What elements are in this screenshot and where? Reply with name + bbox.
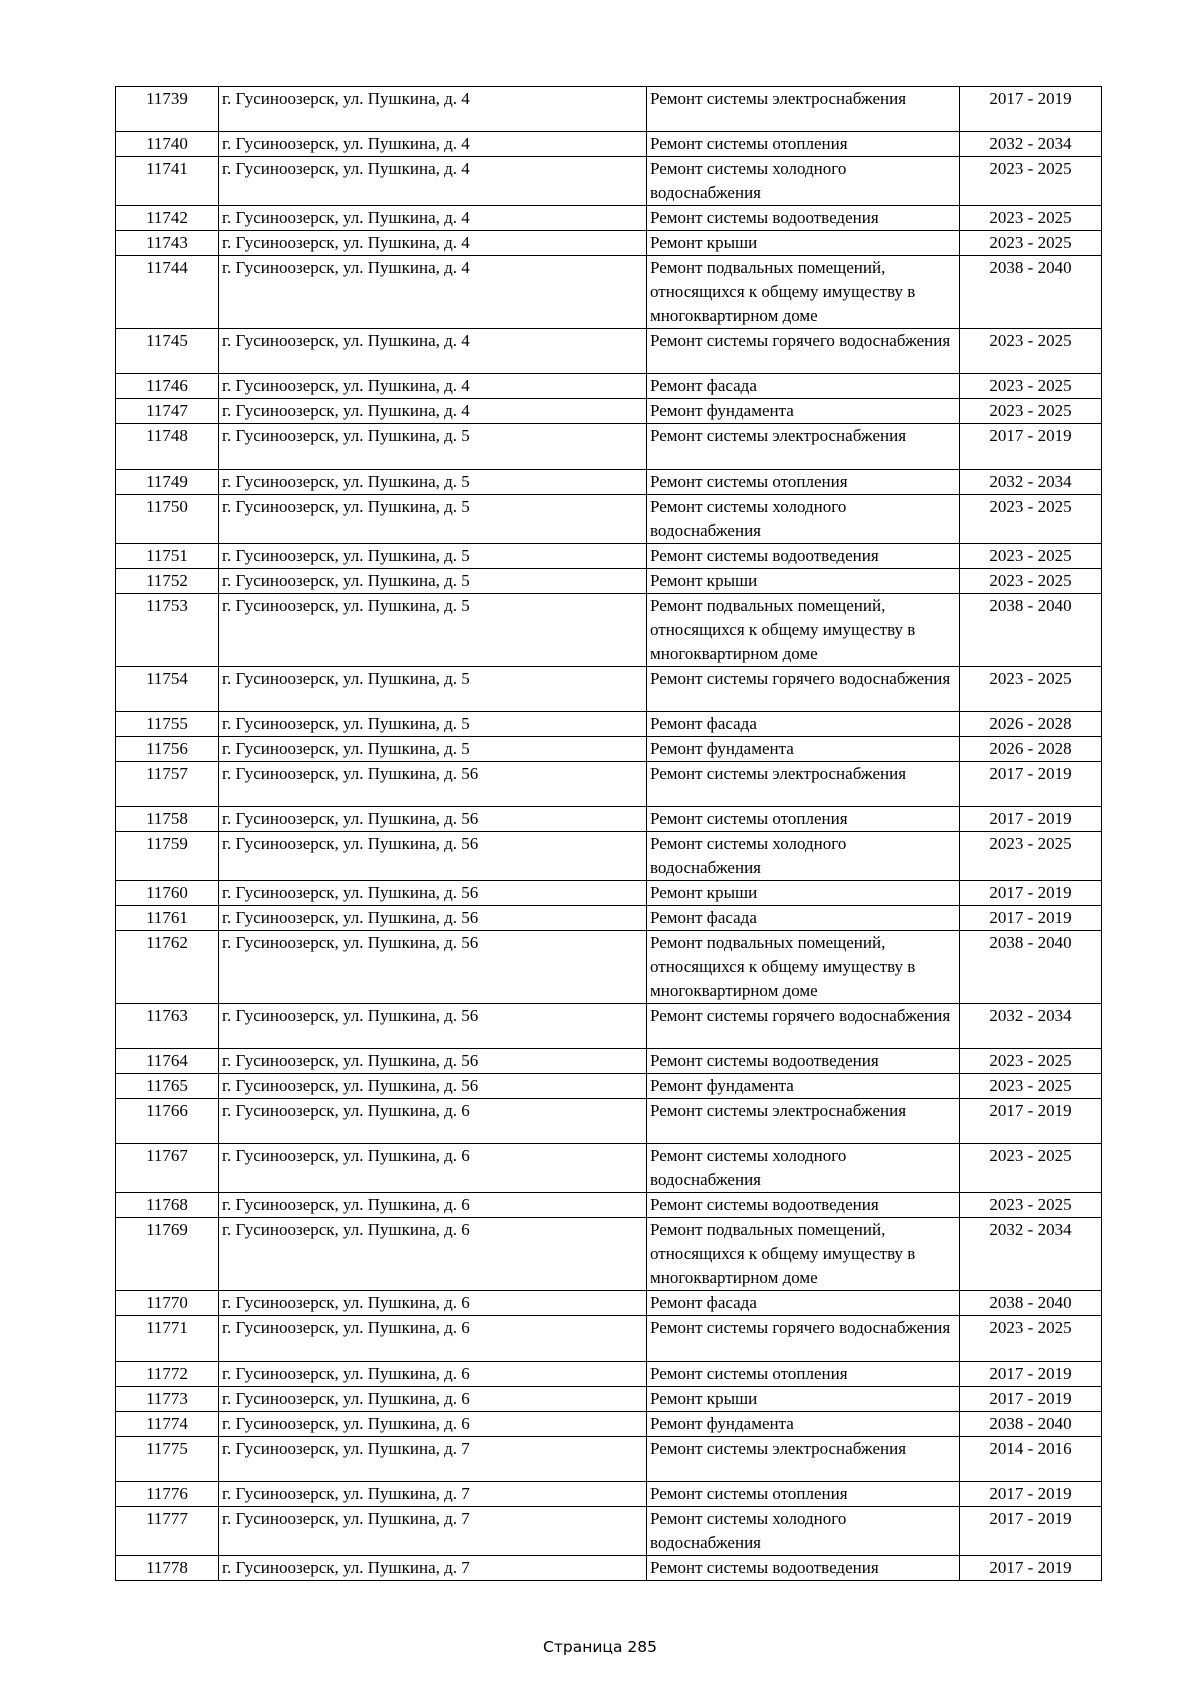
row-work-type: Ремонт фундамента — [647, 399, 960, 424]
row-period: 2023 - 2025 — [960, 1193, 1102, 1218]
row-period: 2026 - 2028 — [960, 711, 1102, 736]
table-row — [116, 231, 1102, 256]
row-address: г. Гусиноозерск, ул. Пушкина, д. 7 — [219, 1436, 647, 1481]
row-address: г. Гусиноозерск, ул. Пушкина, д. 6 — [219, 1316, 647, 1361]
row-work-type: Ремонт системы электроснабжения — [647, 424, 960, 469]
row-period: 2032 - 2034 — [960, 1003, 1102, 1048]
table-row — [116, 593, 1102, 666]
table-row — [116, 1411, 1102, 1436]
row-address: г. Гусиноозерск, ул. Пушкина, д. 5 — [219, 711, 647, 736]
row-work-type: Ремонт системы отопления — [647, 1361, 960, 1386]
row-period: 2023 - 2025 — [960, 1049, 1102, 1074]
row-work-type: Ремонт системы водоотведения — [647, 1049, 960, 1074]
row-address: г. Гусиноозерск, ул. Пушкина, д. 5 — [219, 424, 647, 469]
table-row — [116, 831, 1102, 880]
row-number: 11746 — [116, 374, 219, 399]
row-number: 11750 — [116, 494, 219, 543]
row-period: 2017 - 2019 — [960, 1506, 1102, 1555]
row-address: г. Гусиноозерск, ул. Пушкина, д. 4 — [219, 206, 647, 231]
table-row — [116, 1144, 1102, 1193]
table-row — [116, 1099, 1102, 1144]
row-work-type: Ремонт системы холодного водоснабжения — [647, 1144, 960, 1193]
row-period: 2038 - 2040 — [960, 930, 1102, 1003]
row-address: г. Гусиноозерск, ул. Пушкина, д. 56 — [219, 1003, 647, 1048]
row-number: 11744 — [116, 256, 219, 329]
row-work-type: Ремонт фасада — [647, 905, 960, 930]
row-number: 11740 — [116, 132, 219, 157]
row-period: 2017 - 2019 — [960, 87, 1102, 132]
row-work-type: Ремонт фасада — [647, 374, 960, 399]
row-address: г. Гусиноозерск, ул. Пушкина, д. 56 — [219, 806, 647, 831]
row-work-type: Ремонт фундамента — [647, 1074, 960, 1099]
row-address: г. Гусиноозерск, ул. Пушкина, д. 5 — [219, 543, 647, 568]
row-number: 11775 — [116, 1436, 219, 1481]
row-number: 11764 — [116, 1049, 219, 1074]
row-work-type: Ремонт системы отопления — [647, 1481, 960, 1506]
table-row — [116, 132, 1102, 157]
table-row — [116, 399, 1102, 424]
row-period: 2038 - 2040 — [960, 593, 1102, 666]
row-work-type: Ремонт системы водоотведения — [647, 543, 960, 568]
row-number: 11766 — [116, 1099, 219, 1144]
row-work-type: Ремонт системы холодного водоснабжения — [647, 494, 960, 543]
table-row — [116, 87, 1102, 132]
row-period: 2023 - 2025 — [960, 494, 1102, 543]
row-number: 11753 — [116, 593, 219, 666]
row-work-type: Ремонт системы холодного водоснабжения — [647, 831, 960, 880]
table-row — [116, 930, 1102, 1003]
row-number: 11759 — [116, 831, 219, 880]
row-period: 2038 - 2040 — [960, 1411, 1102, 1436]
table-row — [116, 666, 1102, 711]
table-row — [116, 1481, 1102, 1506]
table-row — [116, 157, 1102, 206]
row-number: 11760 — [116, 880, 219, 905]
table-row — [116, 1193, 1102, 1218]
row-work-type: Ремонт фасада — [647, 711, 960, 736]
row-number: 11739 — [116, 87, 219, 132]
row-work-type: Ремонт системы водоотведения — [647, 1193, 960, 1218]
row-work-type: Ремонт системы горячего водоснабжения — [647, 329, 960, 374]
row-address: г. Гусиноозерск, ул. Пушкина, д. 7 — [219, 1506, 647, 1555]
row-work-type: Ремонт фундамента — [647, 736, 960, 761]
row-period: 2017 - 2019 — [960, 1481, 1102, 1506]
row-number: 11741 — [116, 157, 219, 206]
table-row — [116, 568, 1102, 593]
row-number: 11749 — [116, 469, 219, 494]
row-number: 11771 — [116, 1316, 219, 1361]
table-row — [116, 1074, 1102, 1099]
table-row — [116, 905, 1102, 930]
row-number: 11752 — [116, 568, 219, 593]
table-row — [116, 736, 1102, 761]
row-address: г. Гусиноозерск, ул. Пушкина, д. 6 — [219, 1218, 647, 1291]
row-work-type: Ремонт системы отопления — [647, 806, 960, 831]
row-work-type: Ремонт системы горячего водоснабжения — [647, 666, 960, 711]
row-period: 2023 - 2025 — [960, 1074, 1102, 1099]
row-period: 2017 - 2019 — [960, 1386, 1102, 1411]
row-work-type: Ремонт системы холодного водоснабжения — [647, 1506, 960, 1555]
row-number: 11776 — [116, 1481, 219, 1506]
row-number: 11768 — [116, 1193, 219, 1218]
row-work-type: Ремонт системы горячего водоснабжения — [647, 1316, 960, 1361]
row-period: 2023 - 2025 — [960, 831, 1102, 880]
row-period: 2017 - 2019 — [960, 424, 1102, 469]
row-address: г. Гусиноозерск, ул. Пушкина, д. 4 — [219, 399, 647, 424]
table-row — [116, 374, 1102, 399]
row-work-type: Ремонт системы электроснабжения — [647, 87, 960, 132]
table-row — [116, 1218, 1102, 1291]
row-period: 2023 - 2025 — [960, 1316, 1102, 1361]
row-period: 2023 - 2025 — [960, 157, 1102, 206]
row-period: 2017 - 2019 — [960, 880, 1102, 905]
table-row — [116, 494, 1102, 543]
row-address: г. Гусиноозерск, ул. Пушкина, д. 6 — [219, 1411, 647, 1436]
row-address: г. Гусиноозерск, ул. Пушкина, д. 56 — [219, 1049, 647, 1074]
row-address: г. Гусиноозерск, ул. Пушкина, д. 5 — [219, 568, 647, 593]
row-work-type: Ремонт крыши — [647, 880, 960, 905]
table-row — [116, 543, 1102, 568]
table-row — [116, 1361, 1102, 1386]
row-address: г. Гусиноозерск, ул. Пушкина, д. 4 — [219, 157, 647, 206]
table-row — [116, 806, 1102, 831]
table-row — [116, 1506, 1102, 1555]
row-address: г. Гусиноозерск, ул. Пушкина, д. 5 — [219, 666, 647, 711]
row-number: 11755 — [116, 711, 219, 736]
table-row — [116, 1003, 1102, 1048]
row-address: г. Гусиноозерск, ул. Пушкина, д. 4 — [219, 256, 647, 329]
row-address: г. Гусиноозерск, ул. Пушкина, д. 6 — [219, 1193, 647, 1218]
row-period: 2038 - 2040 — [960, 256, 1102, 329]
row-number: 11758 — [116, 806, 219, 831]
row-number: 11745 — [116, 329, 219, 374]
row-work-type: Ремонт подвальных помещений, относящихся к общему имуществу в многоквартирном доме — [647, 256, 960, 329]
row-number: 11742 — [116, 206, 219, 231]
row-address: г. Гусиноозерск, ул. Пушкина, д. 6 — [219, 1361, 647, 1386]
row-work-type: Ремонт системы водоотведения — [647, 206, 960, 231]
row-work-type: Ремонт подвальных помещений, относящихся к общему имуществу в многоквартирном доме — [647, 930, 960, 1003]
row-work-type: Ремонт системы электроснабжения — [647, 761, 960, 806]
row-work-type: Ремонт системы отопления — [647, 132, 960, 157]
table-row — [116, 424, 1102, 469]
row-address: г. Гусиноозерск, ул. Пушкина, д. 56 — [219, 930, 647, 1003]
row-period: 2023 - 2025 — [960, 568, 1102, 593]
row-address: г. Гусиноозерск, ул. Пушкина, д. 4 — [219, 87, 647, 132]
row-work-type: Ремонт крыши — [647, 231, 960, 256]
table-row — [116, 1436, 1102, 1481]
row-address: г. Гусиноозерск, ул. Пушкина, д. 5 — [219, 736, 647, 761]
row-number: 11761 — [116, 905, 219, 930]
row-number: 11769 — [116, 1218, 219, 1291]
row-number: 11757 — [116, 761, 219, 806]
row-period: 2017 - 2019 — [960, 1361, 1102, 1386]
row-number: 11777 — [116, 1506, 219, 1555]
row-period: 2017 - 2019 — [960, 761, 1102, 806]
row-address: г. Гусиноозерск, ул. Пушкина, д. 5 — [219, 469, 647, 494]
row-address: г. Гусиноозерск, ул. Пушкина, д. 56 — [219, 831, 647, 880]
row-number: 11773 — [116, 1386, 219, 1411]
row-address: г. Гусиноозерск, ул. Пушкина, д. 56 — [219, 905, 647, 930]
row-address: г. Гусиноозерск, ул. Пушкина, д. 56 — [219, 880, 647, 905]
row-address: г. Гусиноозерск, ул. Пушкина, д. 4 — [219, 132, 647, 157]
table-row — [116, 1555, 1102, 1580]
row-number: 11743 — [116, 231, 219, 256]
table-row — [116, 256, 1102, 329]
row-period: 2026 - 2028 — [960, 736, 1102, 761]
row-address: г. Гусиноозерск, ул. Пушкина, д. 7 — [219, 1481, 647, 1506]
table-row — [116, 711, 1102, 736]
table-row — [116, 1291, 1102, 1316]
row-period: 2023 - 2025 — [960, 374, 1102, 399]
row-address: г. Гусиноозерск, ул. Пушкина, д. 6 — [219, 1144, 647, 1193]
row-address: г. Гусиноозерск, ул. Пушкина, д. 6 — [219, 1291, 647, 1316]
row-period: 2032 - 2034 — [960, 132, 1102, 157]
row-address: г. Гусиноозерск, ул. Пушкина, д. 5 — [219, 494, 647, 543]
row-number: 11774 — [116, 1411, 219, 1436]
table-row — [116, 329, 1102, 374]
row-period: 2032 - 2034 — [960, 1218, 1102, 1291]
row-period: 2023 - 2025 — [960, 206, 1102, 231]
row-period: 2017 - 2019 — [960, 1555, 1102, 1580]
row-work-type: Ремонт системы горячего водоснабжения — [647, 1003, 960, 1048]
row-work-type: Ремонт фундамента — [647, 1411, 960, 1436]
row-address: г. Гусиноозерск, ул. Пушкина, д. 6 — [219, 1099, 647, 1144]
row-period: 2017 - 2019 — [960, 1099, 1102, 1144]
row-number: 11751 — [116, 543, 219, 568]
row-number: 11767 — [116, 1144, 219, 1193]
row-period: 2017 - 2019 — [960, 806, 1102, 831]
row-work-type: Ремонт подвальных помещений, относящихся к общему имуществу в многоквартирном доме — [647, 593, 960, 666]
row-period: 2014 - 2016 — [960, 1436, 1102, 1481]
row-address: г. Гусиноозерск, ул. Пушкина, д. 7 — [219, 1555, 647, 1580]
row-work-type: Ремонт системы электроснабжения — [647, 1436, 960, 1481]
row-period: 2017 - 2019 — [960, 905, 1102, 930]
row-period: 2023 - 2025 — [960, 1144, 1102, 1193]
repair-schedule-table — [115, 86, 1102, 1581]
row-work-type: Ремонт фасада — [647, 1291, 960, 1316]
row-address: г. Гусиноозерск, ул. Пушкина, д. 6 — [219, 1386, 647, 1411]
row-address: г. Гусиноозерск, ул. Пушкина, д. 56 — [219, 761, 647, 806]
row-number: 11747 — [116, 399, 219, 424]
row-work-type: Ремонт системы отопления — [647, 469, 960, 494]
table-body — [116, 87, 1102, 1581]
row-number: 11772 — [116, 1361, 219, 1386]
row-work-type: Ремонт крыши — [647, 568, 960, 593]
row-period: 2038 - 2040 — [960, 1291, 1102, 1316]
row-period: 2023 - 2025 — [960, 329, 1102, 374]
row-number: 11778 — [116, 1555, 219, 1580]
row-period: 2023 - 2025 — [960, 666, 1102, 711]
row-period: 2023 - 2025 — [960, 231, 1102, 256]
row-work-type: Ремонт подвальных помещений, относящихся к общему имуществу в многоквартирном доме — [647, 1218, 960, 1291]
row-work-type: Ремонт системы холодного водоснабжения — [647, 157, 960, 206]
row-number: 11756 — [116, 736, 219, 761]
table-row — [116, 1316, 1102, 1361]
row-period: 2023 - 2025 — [960, 399, 1102, 424]
table-row — [116, 761, 1102, 806]
table-row — [116, 469, 1102, 494]
table-row — [116, 880, 1102, 905]
row-work-type: Ремонт системы водоотведения — [647, 1555, 960, 1580]
table-row — [116, 206, 1102, 231]
row-number: 11770 — [116, 1291, 219, 1316]
row-address: г. Гусиноозерск, ул. Пушкина, д. 56 — [219, 1074, 647, 1099]
page-number: Страница 285 — [543, 1638, 657, 1656]
table-row — [116, 1386, 1102, 1411]
row-number: 11748 — [116, 424, 219, 469]
row-number: 11754 — [116, 666, 219, 711]
table-row — [116, 1049, 1102, 1074]
row-address: г. Гусиноозерск, ул. Пушкина, д. 5 — [219, 593, 647, 666]
row-work-type: Ремонт крыши — [647, 1386, 960, 1411]
row-address: г. Гусиноозерск, ул. Пушкина, д. 4 — [219, 231, 647, 256]
row-address: г. Гусиноозерск, ул. Пушкина, д. 4 — [219, 329, 647, 374]
row-period: 2032 - 2034 — [960, 469, 1102, 494]
row-number: 11765 — [116, 1074, 219, 1099]
row-work-type: Ремонт системы электроснабжения — [647, 1099, 960, 1144]
row-number: 11763 — [116, 1003, 219, 1048]
row-number: 11762 — [116, 930, 219, 1003]
row-address: г. Гусиноозерск, ул. Пушкина, д. 4 — [219, 374, 647, 399]
row-period: 2023 - 2025 — [960, 543, 1102, 568]
